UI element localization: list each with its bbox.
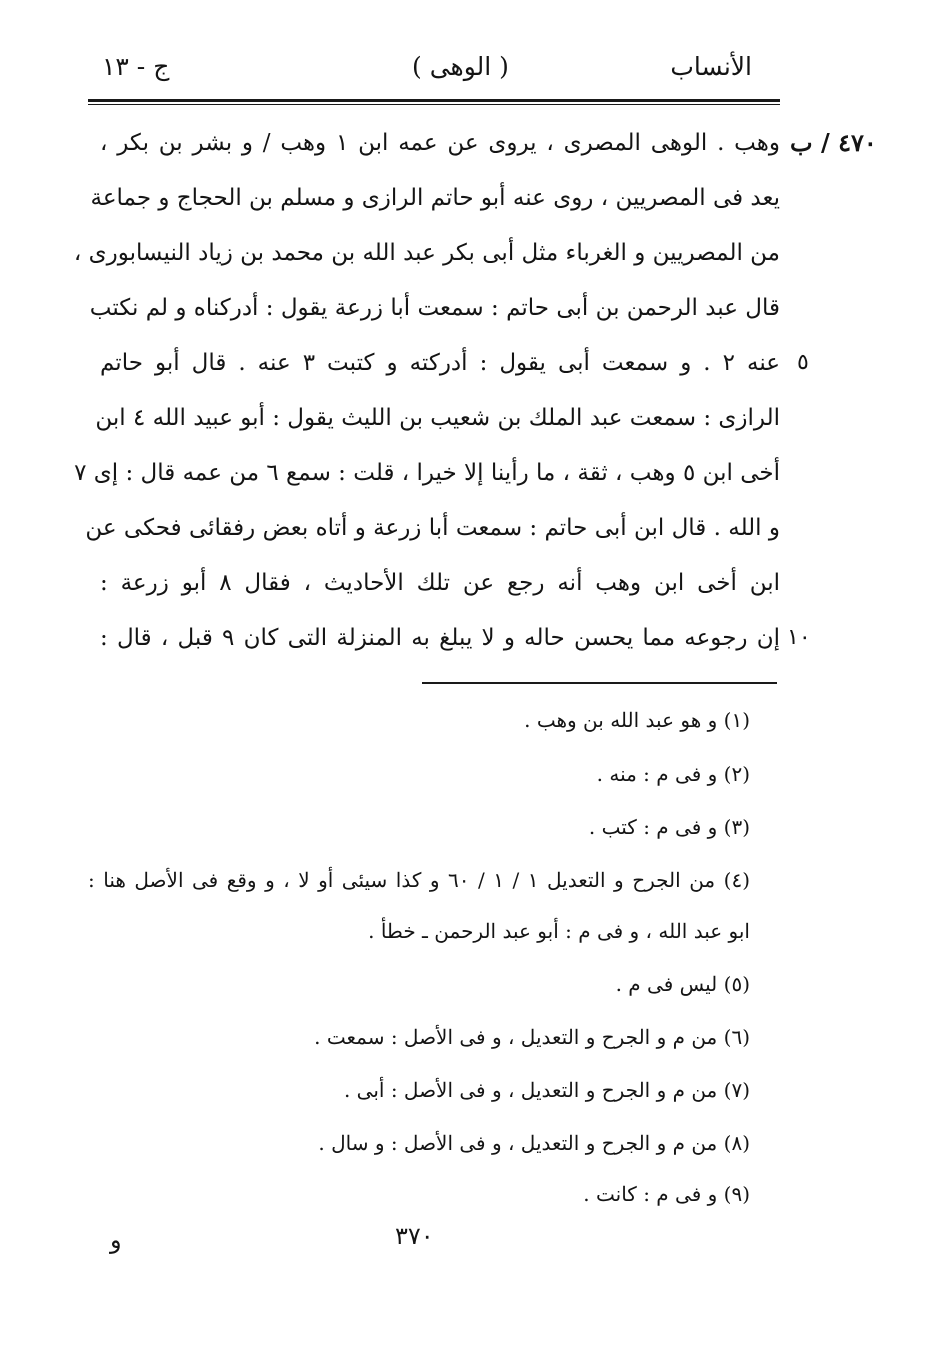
footnote: (١) و هو عبد الله بن وهب . [524,708,750,732]
footnote: (٢) و فى م : منه . [596,762,750,786]
body-line: يعد فى المصريين ، روى عنه أبو حاتم الرازى و مسلم بن الحجاج و جماعة [90,185,780,211]
body-line: الرازى : سمعت عبد الملك بن شعيب بن الليث يقول : أبو عبيد الله ٤ ابن [95,405,780,431]
footnote: (٧) من م و الجرح و التعديل ، و فى الأصل : أبى . [343,1078,750,1102]
signature-mark: و [110,1226,122,1254]
page-number: ٣٧٠ [395,1222,434,1250]
body-line: ابن أخى ابن وهب أنه رجع عن تلك الأحاديث ، فقال ٨ أبو زرعة : [100,570,781,596]
line-number-5: ٥ [797,350,809,375]
header-center: ( الوهى ) [412,52,509,81]
footnote: (٥) ليس فى م . [615,972,750,996]
header-title: الأنساب [670,52,752,81]
body-line: قال عبد الرحمن بن أبى حاتم : سمعت أبا زرعة يقول : أدركناه و لم نكتب [89,295,780,321]
header-rule [88,99,780,102]
body-line: وهب . الوهى المصرى ، يروى عن عمه ابن ١ وهب / و بشر بن بكر ، [100,130,780,156]
body-line: إن رجوعه مما يحسن حاله و لا يبلغ به المنزلة التى كان ٩ قبل ، قال : [100,625,780,651]
header-volume: ج - ١٣ [102,52,170,81]
line-number-10: ١٠ [787,625,811,650]
footnote: (٩) و فى م : كانت . [583,1182,750,1206]
body-line: من المصريين و الغرباء مثل أبى بكر عبد الله بن محمد بن زياد النيسابورى ، [73,240,780,266]
footnote-rule [422,682,777,684]
body-line: و الله . قال ابن أبى حاتم : سمعت أبا زرعة و أتاه بعض رفقائى فحكى عن [85,515,780,541]
footnote: (٨) من م و الجرح و التعديل ، و فى الأصل : و سال . [318,1131,750,1155]
body-line: أخى ابن ٥ وهب ، ثقة ، ما رأينا إلا خيرا ، قلت : سمع ٦ من عمه قال : إى ٧ [74,460,780,486]
footnote-continuation: ابو عبد الله ، و فى م : أبو عبد الرحمن ـ خطأ . [368,919,750,943]
margin-folio-ref: ٤٧٠ / ب [790,128,877,157]
header-rule-thin [88,104,780,105]
body-line: عنه ٢ . و سمعت أبى يقول : أدركته و كتبت ٣ عنه . قال أبو حاتم [100,350,781,376]
footnote: (٣) و فى م : كتب . [588,815,750,839]
footnote: (٦) من م و الجرح و التعديل ، و فى الأصل : سمعت . [314,1025,750,1049]
footnote: (٤) من الجرح و التعديل ١ / ١ / ٦٠ و كذا سيئى أو لا ، و وقع فى الأصل هنا : [88,868,750,892]
